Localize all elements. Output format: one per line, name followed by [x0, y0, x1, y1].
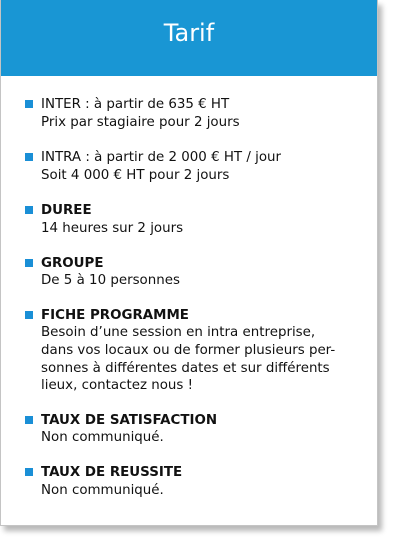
list-item-inter [25, 96, 357, 131]
item-line: 14 heures sur 2 jours [41, 220, 184, 236]
square-bullet-icon [25, 416, 33, 424]
tarif-list [1, 76, 377, 499]
square-bullet-icon [25, 206, 33, 214]
list-item-taux-reussite [25, 464, 357, 499]
list-item-intra [25, 149, 357, 184]
item-heading: TAUX DE SATISFACTION [41, 412, 218, 428]
square-bullet-icon [25, 311, 33, 319]
item-line: Besoin d’une session en intra entreprise, [41, 325, 316, 341]
item-line: Soit 4 000 € HT pour 2 jours [41, 167, 230, 183]
list-item-taux-satisfaction [25, 412, 357, 447]
item-line: dans vos locaux ou de former plusieurs per- [41, 342, 336, 358]
item-line: Non communiqué. [41, 430, 164, 446]
item-line: sonnes à différentes dates et sur différents [41, 360, 330, 376]
square-bullet-icon [25, 259, 33, 267]
item-line: De 5 à 10 personnes [41, 273, 180, 289]
card-header [1, 0, 377, 76]
item-line: INTRA : à partir de 2 000 € HT / jour [41, 150, 282, 166]
list-item-fiche-programme [25, 307, 357, 395]
square-bullet-icon [25, 153, 33, 161]
square-bullet-icon [25, 468, 33, 476]
item-line: lieux, contactez nous ! [41, 378, 194, 394]
item-heading: DUREE [41, 203, 92, 219]
square-bullet-icon [25, 100, 33, 108]
item-heading: TAUX DE REUSSITE [41, 464, 183, 480]
item-line: Prix par stagiaire pour 2 jours [41, 114, 240, 130]
item-line: Non communiqué. [41, 482, 164, 498]
item-heading: GROUPE [41, 255, 104, 271]
item-line: INTER : à partir de 635 € HT [41, 97, 230, 112]
card-title: Tarif [163, 19, 215, 47]
list-item-duree [25, 202, 357, 237]
list-item-groupe [25, 255, 357, 290]
item-heading: FICHE PROGRAMME [41, 307, 189, 323]
